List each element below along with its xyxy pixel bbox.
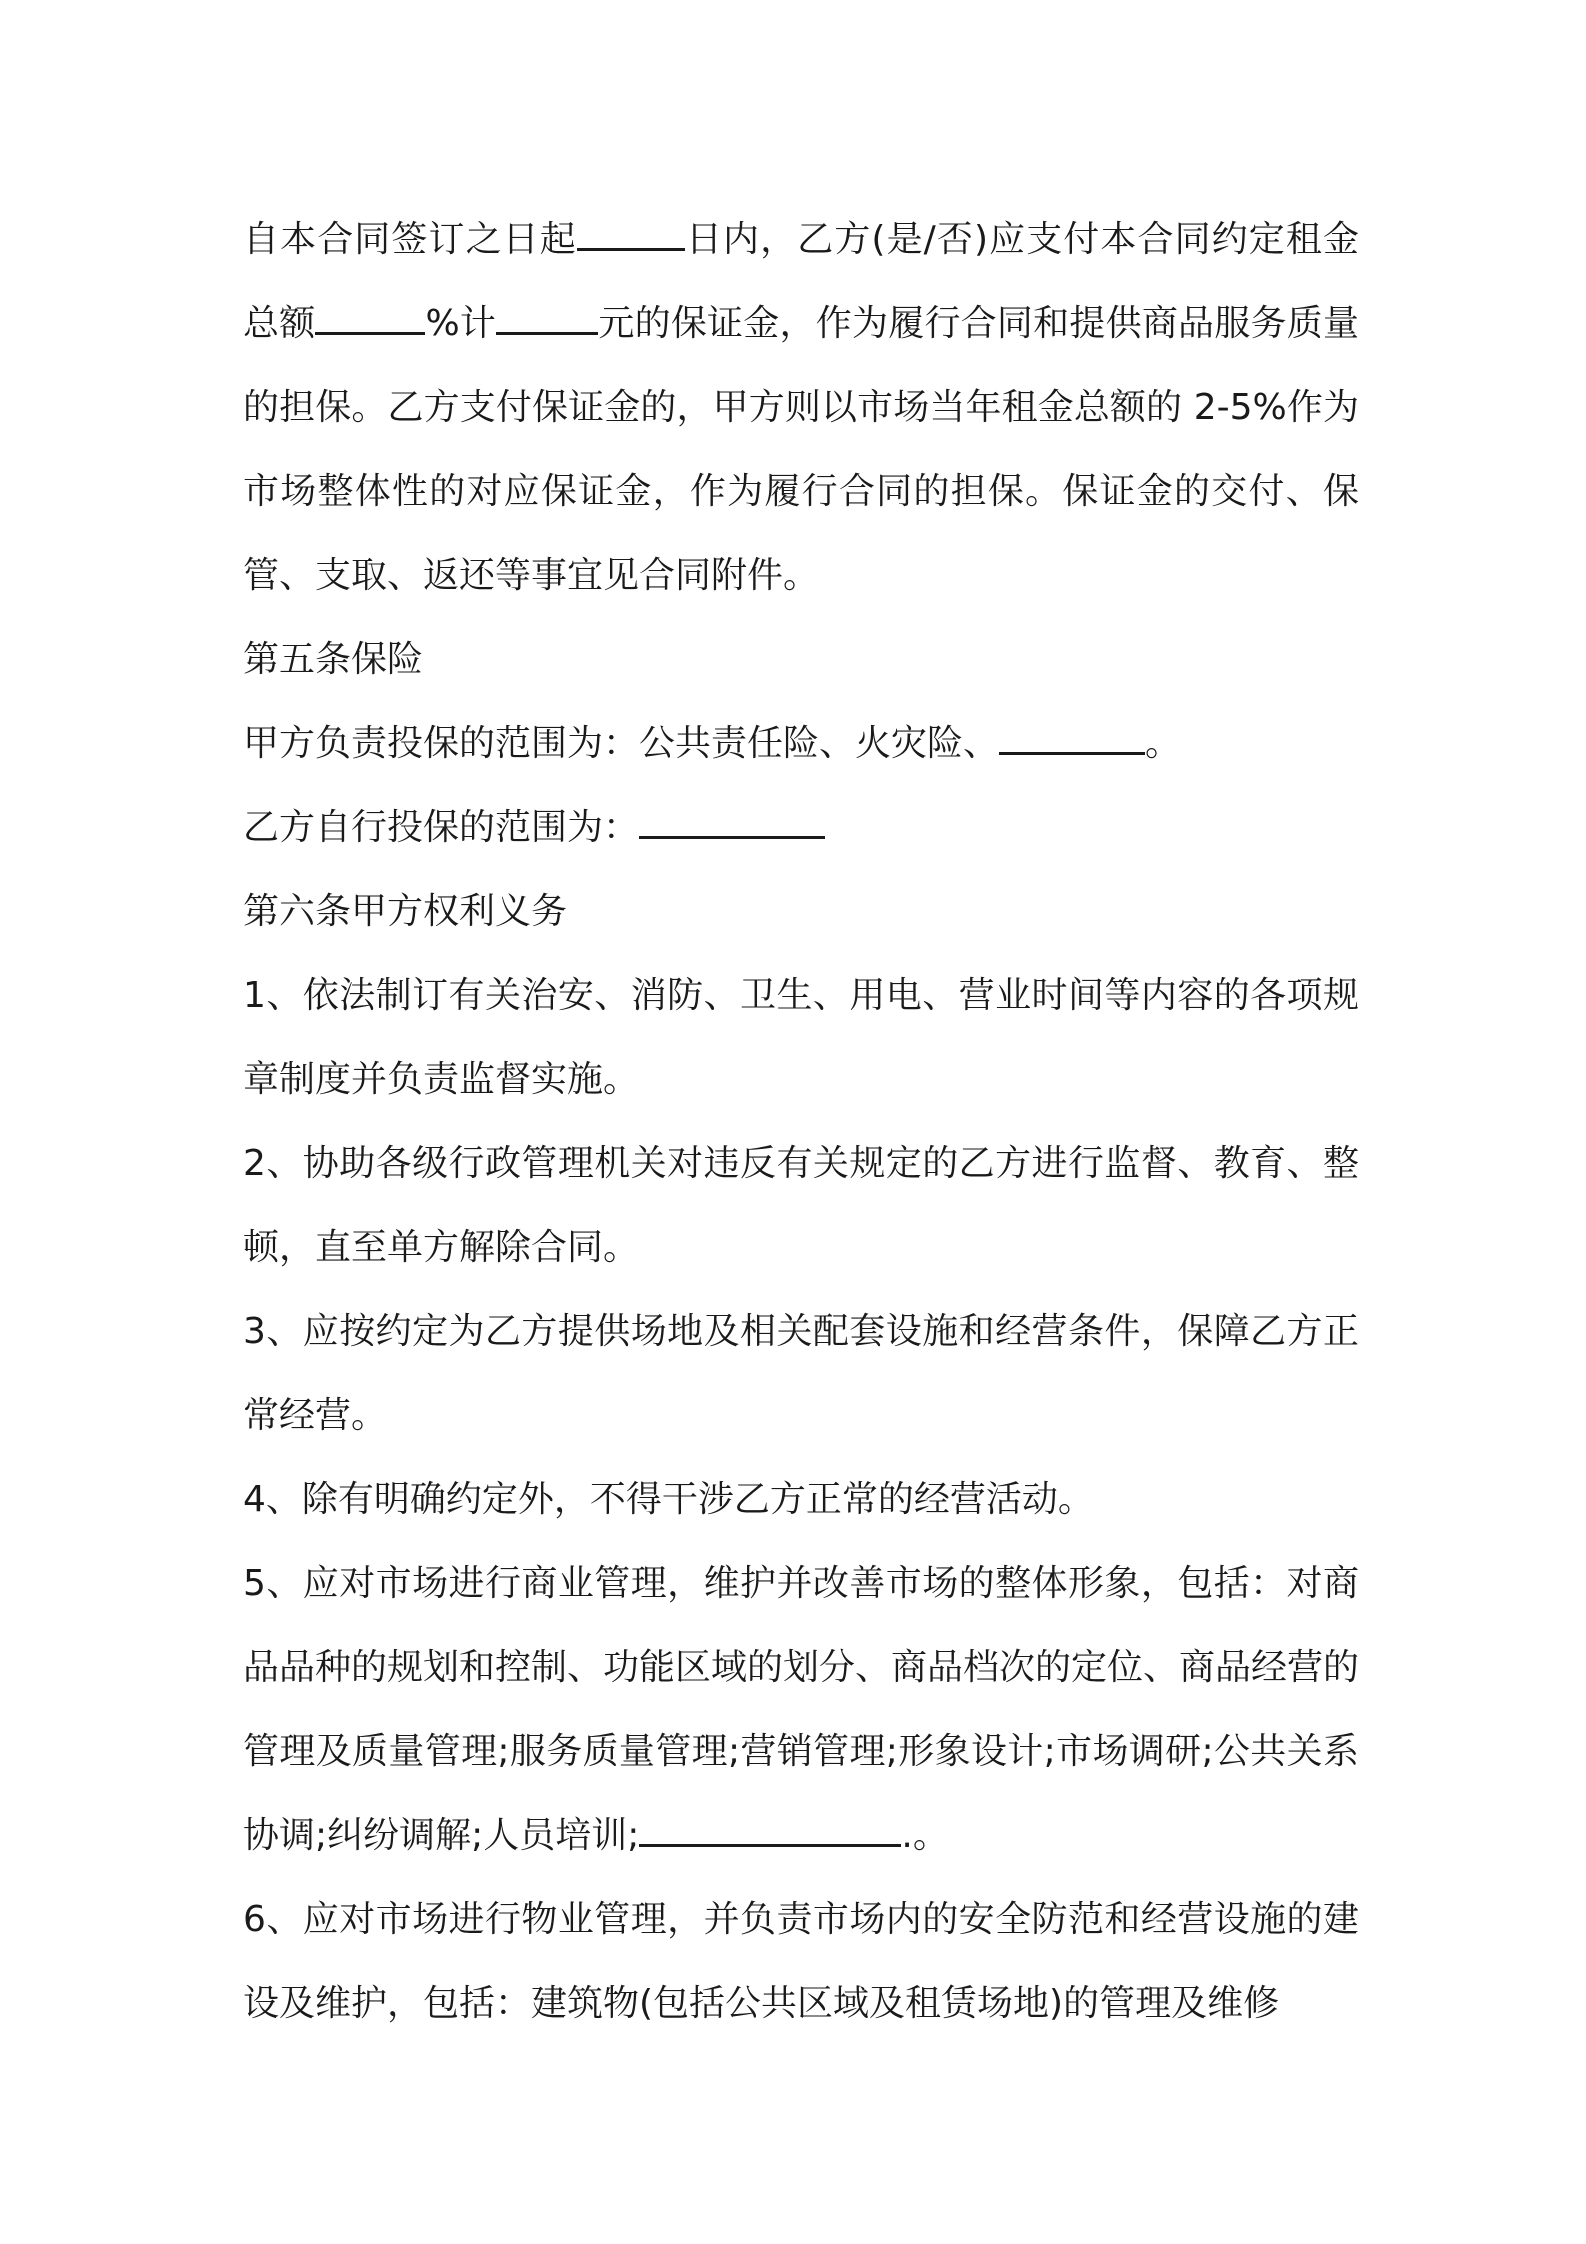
list-item-4: 4、除有明确约定外，不得干涉乙方正常的经营活动。 [243, 1479, 1094, 1520]
deposit-text-3: %计 [425, 303, 497, 344]
blank-item-5 [639, 1810, 901, 1847]
blank-percent [315, 298, 425, 335]
blank-days [577, 214, 685, 251]
deposit-text-4: 元的保证金，作为履行合同和提供商品服务质量的担保。乙方支付保证金的，甲方则以市场当年租金总额的 2-5%作为市场整体性的对应保证金，作为履行合同的担保。保证金的交付、保管、支取、返还等事宜见合同附件。 [243, 303, 1359, 596]
list-item-5-end: .。 [901, 1815, 949, 1856]
list-item-3: 3、应按约定为乙方提供场地及相关配套设施和经营条件，保障乙方正常经营。 [243, 1311, 1359, 1436]
deposit-text-1: 自本合同签订之日起 [243, 219, 577, 260]
party-b-insurance-text: 乙方自行投保的范围为： [243, 807, 640, 848]
list-item-5 [243, 1542, 1359, 1878]
heading-article-6: 第六条甲方权利义务 [243, 891, 568, 932]
blank-amount [496, 298, 598, 335]
list-item-5-text: 5、应对市场进行商业管理，维护并改善市场的整体形象，包括：对商品品种的规划和控制、功能区域的划分、商品档次的定位、商品经营的管理及质量管理;服务质量管理;营销管理;形象设计;市场调研;公共关系协调;纠纷调解;人员培训; [243, 1563, 1360, 1856]
paragraph-deposit [243, 198, 1359, 618]
paragraph-party-b-insurance [243, 786, 1359, 870]
document-body [243, 198, 1359, 2046]
blank-party-a-insurance [999, 718, 1145, 755]
blank-party-b-insurance [639, 802, 825, 839]
list-item-1: 1、依法制订有关治安、消防、卫生、用电、营业时间等内容的各项规章制度并负责监督实施。 [243, 975, 1359, 1100]
list-item-2: 2、协助各级行政管理机关对违反有关规定的乙方进行监督、教育、整顿，直至单方解除合同。 [243, 1143, 1359, 1268]
deposit-text-2: 日内，乙方(是/否)应支付本合同约定租金总额 [243, 219, 1359, 344]
party-a-insurance-end: 。 [1145, 723, 1182, 764]
party-a-insurance-text: 甲方负责投保的范围为：公共责任险、火灾险、 [243, 723, 1000, 764]
list-item-6: 6、应对市场进行物业管理，并负责市场内的安全防范和经营设施的建设及维护，包括：建筑物(包括公共区域及租赁场地)的管理及维修 [243, 1899, 1359, 2024]
paragraph-party-a-insurance [243, 702, 1359, 786]
heading-article-5: 第五条保险 [243, 639, 424, 680]
